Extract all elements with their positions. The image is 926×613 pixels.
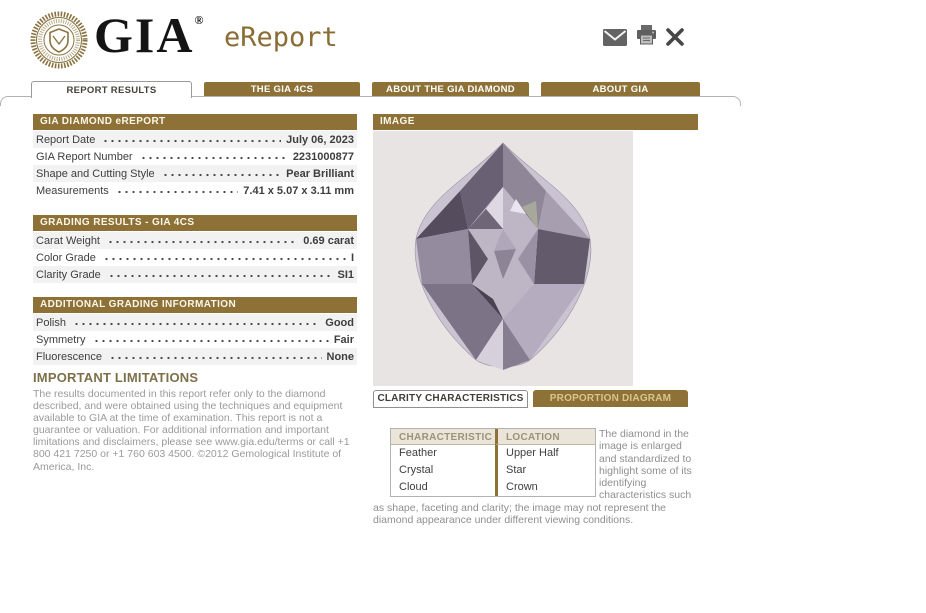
row-value: Good xyxy=(325,316,354,329)
table-row xyxy=(33,148,357,165)
section-header-gia-diamond-ereport: GIA DIAMOND eREPORT xyxy=(33,114,357,130)
gia-seal-logo xyxy=(30,11,88,69)
table-row xyxy=(33,232,357,249)
mail-icon[interactable] xyxy=(603,29,627,51)
report-results-panel xyxy=(33,114,357,473)
row-label: Clarity Grade xyxy=(36,268,101,281)
row-label: Report Date xyxy=(36,133,96,146)
section-rows xyxy=(33,314,357,365)
row-value: SI1 xyxy=(337,268,354,281)
row-label: Fluorescence xyxy=(36,350,103,363)
section-header-additional-grading: ADDITIONAL GRADING INFORMATION xyxy=(33,297,357,313)
image-panel xyxy=(373,114,698,526)
table-row xyxy=(33,266,357,283)
dotted-leader xyxy=(116,182,239,199)
important-limitations-text: The results documented in this report refer only to the diamond described, and were obtained using the techniques and equipment available to GIA at the time of examination. This report is not a guarantee or valuation. For additional information and important limitations and disclaimers, please see www.gia.edu/terms or call +1 800 421 7250 or +1 760 603 4500. ©2012 Gemological Institute of America, Inc. xyxy=(33,388,350,473)
app-title: eReport xyxy=(224,22,338,53)
table-row xyxy=(33,331,357,348)
row-value: 7.41 x 5.07 x 3.11 mm xyxy=(243,184,354,197)
tab-proportion-diagram[interactable]: PROPORTION DIAGRAM xyxy=(533,390,688,407)
dotted-leader xyxy=(102,131,281,148)
pear-diamond-image xyxy=(398,131,608,376)
tab-about-gia[interactable]: ABOUT GIA xyxy=(541,82,700,96)
characteristic-cell: Feather xyxy=(391,445,495,462)
dotted-leader xyxy=(107,232,298,249)
row-value: 2231000877 xyxy=(292,150,354,163)
location-cell: Star xyxy=(495,462,595,479)
dotted-leader xyxy=(73,314,320,331)
table-row xyxy=(391,479,595,496)
row-label: GIA Report Number xyxy=(36,150,133,163)
row-value: I xyxy=(350,251,354,264)
section-rows xyxy=(33,232,357,283)
characteristic-cell: Cloud xyxy=(391,479,495,496)
table-row xyxy=(33,314,357,331)
row-label: Color Grade xyxy=(36,251,96,264)
table-row xyxy=(391,445,595,462)
table-row xyxy=(33,182,357,199)
row-label: Shape and Cutting Style xyxy=(36,167,155,180)
table-row xyxy=(33,131,357,148)
table-row xyxy=(33,165,357,182)
location-cell: Crown xyxy=(495,479,595,496)
table-row xyxy=(33,348,357,365)
clarity-table xyxy=(390,428,596,497)
tab-clarity-characteristics[interactable]: CLARITY CHARACTERISTICS xyxy=(373,390,528,408)
image-disclaimer-note: The diamond in the image is enlarged and standardized to highlight some of its identifying characteristics such as shape, faceting and clarity; the image may not represent the diamond appearance under different viewing conditions. xyxy=(373,428,692,527)
important-limitations-title: IMPORTANT LIMITATIONS xyxy=(33,370,199,385)
row-label: Polish xyxy=(36,316,66,329)
row-value: 0.69 carat xyxy=(303,234,354,247)
clarity-characteristics-block xyxy=(373,428,698,526)
table-row xyxy=(33,249,357,266)
gia-wordmark: GIA® xyxy=(94,7,204,63)
row-label: Measurements xyxy=(36,184,109,197)
dotted-leader xyxy=(162,165,282,182)
column-header-location: LOCATION xyxy=(495,429,595,445)
dotted-leader xyxy=(103,249,346,266)
tab-about-the-gia-diamond-ereport[interactable]: ABOUT THE GIA DIAMOND eREPORT xyxy=(372,82,529,96)
dotted-leader xyxy=(108,266,333,283)
row-value: None xyxy=(326,350,354,363)
registered-mark: ® xyxy=(194,13,204,27)
location-cell: Upper Half xyxy=(495,445,595,462)
row-label: Symmetry xyxy=(36,333,86,346)
print-icon[interactable] xyxy=(636,25,657,51)
image-subtabs xyxy=(373,390,698,408)
tab-the-gia-4cs[interactable]: THE GIA 4CS xyxy=(204,82,360,96)
section-rows xyxy=(33,131,357,199)
dotted-leader xyxy=(140,148,288,165)
row-value: Pear Brilliant xyxy=(286,167,354,180)
characteristic-cell: Crystal xyxy=(391,462,495,479)
clarity-table-header-row xyxy=(391,429,595,445)
table-row xyxy=(391,462,595,479)
diamond-photo xyxy=(373,131,633,386)
close-icon[interactable] xyxy=(665,27,685,52)
section-header-grading-results: GRADING RESULTS - GIA 4CS xyxy=(33,215,357,231)
column-header-characteristic: CHARACTERISTIC xyxy=(391,429,495,445)
section-header-image: IMAGE xyxy=(373,114,698,130)
row-value: July 06, 2023 xyxy=(286,133,354,146)
tab-report-results[interactable]: REPORT RESULTS xyxy=(31,81,192,98)
row-label: Carat Weight xyxy=(36,234,100,247)
row-value: Fair xyxy=(333,333,354,346)
dotted-leader xyxy=(109,348,321,365)
dotted-leader xyxy=(93,331,329,348)
